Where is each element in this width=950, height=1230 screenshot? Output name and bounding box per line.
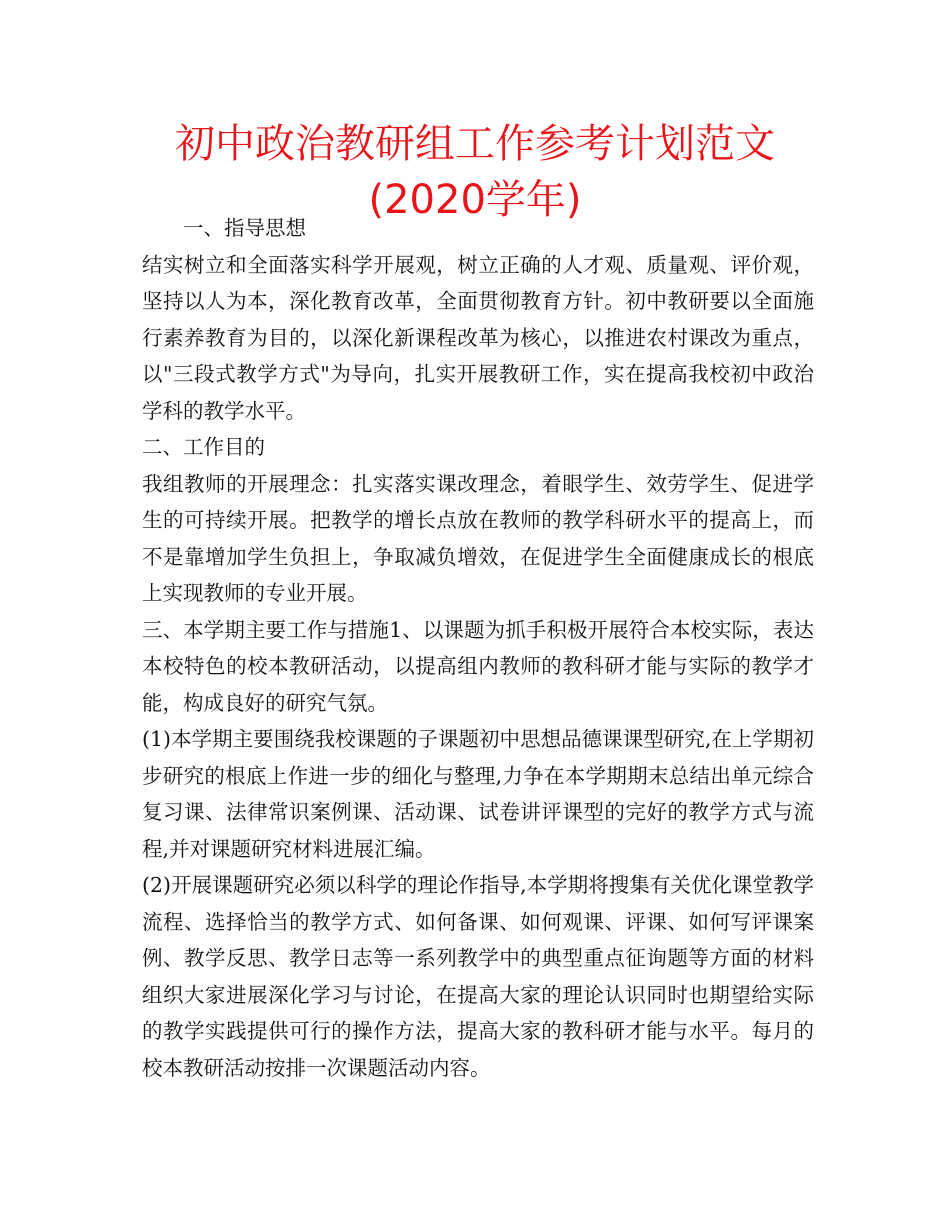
paragraph-guiding-thought: 结实树立和全面落实科学开展观，树立正确的人才观、质量观、评价观，坚持以人为本，深化教育改革，全面贯彻教育方针。初中教研要以全面施行素养教育为目的，以深化新课程改革为核心，以推进农村课改为重点，以"三段式教学方式"为导向，扎实开展教研工作，实在提高我校初中政治学科的教学水平。 — [142, 252, 814, 423]
paragraph-main-work-measures: 三、本学期主要工作与措施1、以课题为抓手积极开展符合本校实际，表达本校特色的校本教研活动，以提高组内教师的教科研才能与实际的教学才能，构成良好的研究气氛。 — [142, 617, 814, 715]
paragraph-item-2: (2)开展课题研究必须以科学的理论作指导,本学期将搜集有关优化课堂教学流程、选择恰当的教学方式、如何备课、如何观课、评课、如何写评课案例、教学反思、教学日志等一系列教学中的典型重点征询题等方面的材料组织大家进展深化学习与讨论，在提高大家的理论认识同时也期望给实际的教学实践提供可行的操作方法，提高大家的教科研才能与水平。每月的校本教研活动按排一次课题活动内容。 — [142, 873, 814, 1080]
paragraph-work-goal: 我组教师的开展理念：扎实落实课改理念，着眼学生、效劳学生、促进学生的可持续开展。把教学的增长点放在教师的教学科研水平的提高上，而不是靠增加学生负担上，争取减负增效，在促进学生全面健康成长的根底上实现教师的专业开展。 — [142, 471, 814, 605]
section-heading-guiding-thought: 一、指导思想 — [183, 216, 306, 240]
section-heading-work-goal: 二、工作目的 — [142, 435, 265, 459]
document-title: 初中政治教研组工作参考计划范文(2020学年) — [175, 121, 775, 223]
document-body — [142, 210, 814, 1086]
paragraph-item-1: (1)本学期主要围绕我校课题的子课题初中思想品德课课型研究,在上学期初步研究的根底上作进一步的细化与整理,力争在本学期期末总结出单元综合复习课、法律常识案例课、活动课、试卷讲评课型的完好的教学方式与流程,并对课题研究材料进展汇编。 — [142, 727, 814, 861]
